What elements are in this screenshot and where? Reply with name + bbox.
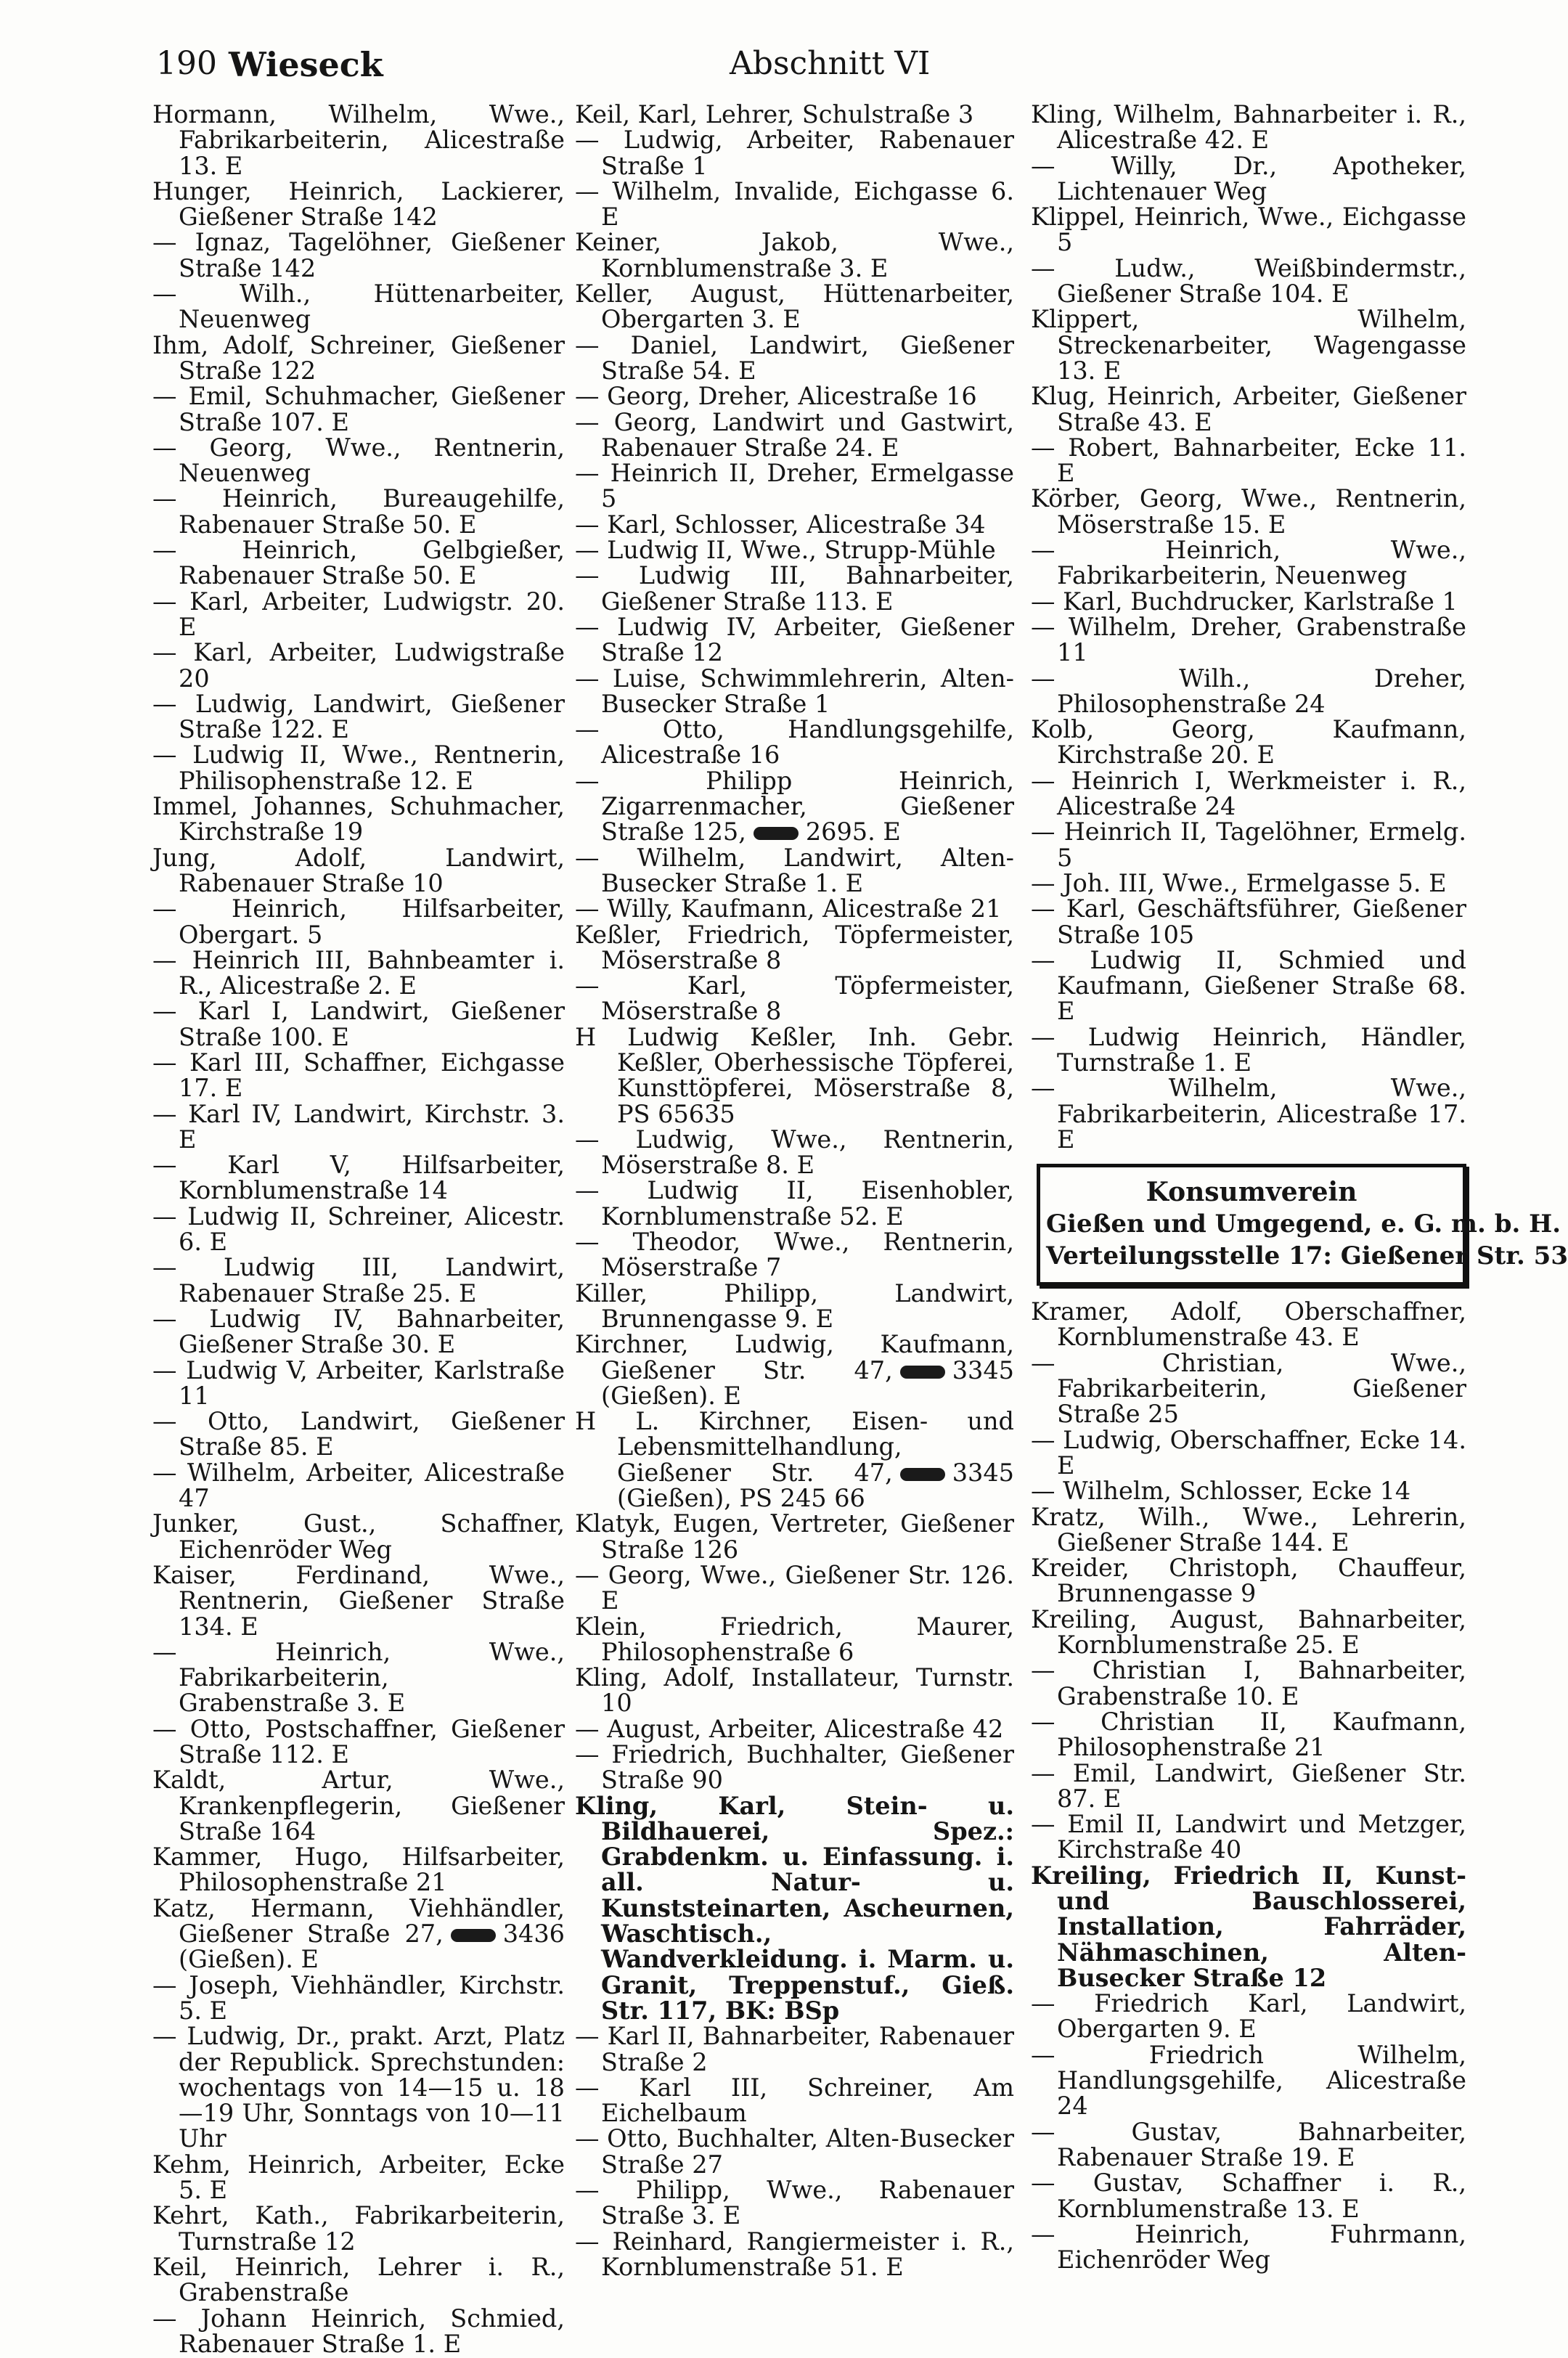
directory-entry <box>1031 253 1466 309</box>
directory-entry <box>152 1639 565 1716</box>
directory-entry <box>1031 717 1466 768</box>
directory-entry <box>575 717 1014 768</box>
entry-text: — Heinrich II, Dreher, Ermelgasse 5 <box>575 459 1014 513</box>
entry-text: — Ludwig V, Arbeiter, Karlstraße 11 <box>152 1355 565 1410</box>
entry-text: — Karl II, Bahnarbeiter, Rabenauer Straße 2 <box>575 2022 1014 2076</box>
entry-text: — Ludwig II, Schreiner, Alicestr. 6. E <box>152 1202 565 1257</box>
directory-entry <box>152 1306 565 1358</box>
entry-text: — Ludwig IV, Bahnarbeiter, Gießener Straße 30. E <box>152 1304 565 1359</box>
directory-entry <box>575 460 1014 512</box>
entry-text: — Heinrich, Bureaugehilfe, Rabenauer Straße 50. E <box>152 484 565 539</box>
directory-entry <box>152 435 565 486</box>
entry-text: — Otto, Postschaffner, Gießener Straße 112. E <box>152 1714 565 1768</box>
entry-text: — Ignaz, Tagelöhner, Gießener Straße 142 <box>152 228 565 282</box>
entry-text: — Georg, Landwirt und Gastwirt, Rabenauer Straße 24. E <box>575 407 1014 462</box>
entry-text: Keiner, Jakob, Wwe., Kornblumenstraße 3. E <box>575 228 1014 282</box>
directory-entry <box>1031 2042 1466 2119</box>
entry-text: — Ludw., Weißbindermstr., Gießener Straße 104. E <box>1031 253 1466 309</box>
entry-text: Killer, Philipp, Landwirt, Brunnengasse 9. E <box>575 1278 1014 1333</box>
entry-text: — Wilhelm, Dreher, Grabenstraße 11 <box>1031 612 1466 667</box>
entry-text: Immel, Johannes, Schuhmacher, Kirchstraße 19 <box>152 792 565 846</box>
directory-entry <box>575 2075 1014 2126</box>
directory-entry <box>152 1893 565 1974</box>
entry-text: — August, Arbeiter, Alicestraße 42 <box>575 1714 1004 1743</box>
entry-text: — Philipp, Wwe., Rabenauer Straße 3. E <box>575 2176 1014 2230</box>
entry-text: Klatyk, Eugen, Vertreter, Gießener Straße 126 <box>575 1509 1014 1564</box>
entry-text: Kling, Adolf, Installateur, Turnstr. 10 <box>575 1663 1014 1718</box>
entry-text: — Karl IV, Landwirt, Kirchstr. 3. E <box>152 1099 565 1154</box>
directory-entry <box>152 1460 565 1512</box>
entry-text: Kammer, Hugo, Hilfsarbeiter, Philosophenstraße 21 <box>152 1843 565 1897</box>
directory-entry <box>1031 1427 1466 1479</box>
directory-entry <box>1031 1555 1466 1607</box>
entry-text: — Heinrich, Hilfsarbeiter, Obergart. 5 <box>152 894 565 949</box>
directory-entry <box>152 383 565 435</box>
entry-text: — Heinrich II, Tagelöhner, Ermelg. 5 <box>1031 817 1466 872</box>
entry-text: — Karl III, Schreiner, Am Eichelbaum <box>575 2073 1014 2128</box>
directory-entry <box>152 998 565 1050</box>
advertisement-box <box>1037 1164 1568 1286</box>
directory-entry <box>575 1178 1014 1229</box>
directory-entry <box>152 486 565 537</box>
directory-entry <box>575 176 1014 232</box>
directory-entry <box>1031 589 1466 614</box>
business-listing <box>575 1793 1014 2024</box>
entry-text: — Ludwig III, Bahnarbeiter, Gießener Straße 113. E <box>575 561 1014 616</box>
directory-entry <box>152 1204 565 1255</box>
entry-text: Kreider, Christoph, Chauffeur, Brunnengasse 9 <box>1031 1554 1466 1608</box>
telephone-receiver-icon <box>754 827 799 840</box>
phone-number: 3345 (Gießen). E <box>601 1355 1014 1410</box>
directory-entry <box>575 666 1014 717</box>
entry-text: — Ludwig II, Wwe., Strupp-Mühle <box>575 536 996 565</box>
entry-text: — Wilhelm, Landwirt, Alten-Busecker Straße 1. E <box>575 843 1014 897</box>
entry-text: Katz, Hermann, Viehhändler, Gießener Straße 27, <box>152 1893 565 1949</box>
entry-text: Junker, Gust., Schaffner, Eichenröder Weg <box>152 1509 565 1564</box>
entry-text: — Wilhelm, Schlosser, Ecke 14 <box>1031 1477 1411 1506</box>
entry-text: — Philipp Heinrich, Zigarrenmacher, Gießener Straße 125, <box>575 766 1014 846</box>
entry-text: — Gustav, Bahnarbeiter, Rabenauer Straße 19. E <box>1031 2117 1466 2171</box>
entry-text: — Karl, Arbeiter, Ludwigstr. 20. E <box>152 587 565 641</box>
directory-entry <box>1031 2219 1466 2275</box>
entry-text: — Karl, Schlosser, Alicestraße 34 <box>575 510 986 539</box>
directory-entry <box>1031 614 1466 666</box>
directory-entry <box>152 1152 565 1204</box>
telephone-receiver-icon <box>900 1366 945 1379</box>
entry-text: — Ludwig, Arbeiter, Rabenauer Straße 1 <box>575 126 1014 180</box>
entry-text: Keller, August, Hüttenarbeiter, Obergarten 3. E <box>575 280 1014 334</box>
entry-text: Ihm, Adolf, Schreiner, Gießener Straße 122 <box>152 330 565 385</box>
page-number: 190 <box>156 45 217 82</box>
entry-text: Kramer, Adolf, Oberschaffner, Kornblumenstraße 43. E <box>1031 1297 1466 1352</box>
entry-text: — Heinrich, Fuhrmann, Eichenröder Weg <box>1031 2219 1466 2275</box>
directory-entry <box>575 2023 1014 2075</box>
business-listing <box>1031 1863 1466 1991</box>
entry-text: Kreiling, August, Bahnarbeiter, Kornblumenstraße 25. E <box>1031 1604 1466 1660</box>
entry-text: — Wilhelm, Arbeiter, Alicestraße 47 <box>152 1458 565 1513</box>
directory-entry <box>1031 1075 1466 1152</box>
entry-text: — Ludwig II, Schmied und Kaufmann, Gießener Straße 68. E <box>1031 945 1466 1026</box>
entry-text: — Karl V, Hilfsarbeiter, Kornblumenstraße 14 <box>152 1151 565 1205</box>
directory-entry <box>1031 1504 1466 1556</box>
directory-entry <box>1031 1604 1466 1660</box>
entry-text: — Wilh., Dreher, Philosophenstraße 24 <box>1031 664 1466 718</box>
phone-number: 3436 (Gießen). E <box>179 1920 565 1974</box>
entry-text: Kaldt, Artur, Wwe., Krankenpflegerin, Gießener Straße 164 <box>152 1766 565 1845</box>
phone-number: 2695. E <box>805 817 901 846</box>
directory-entry <box>152 1767 565 1844</box>
ad-line: Verteilungsstelle 17: Gießener Str. 53 <box>1046 1241 1568 1271</box>
entry-text: — Friedrich Karl, Landwirt, Obergarten 9. E <box>1031 1989 1466 2044</box>
directory-entry <box>1031 1709 1466 1761</box>
entry-text: Hunger, Heinrich, Lackierer, Gießener Straße 142 <box>152 176 565 232</box>
directory-entry <box>575 1229 1014 1281</box>
entry-text: — Robert, Bahnarbeiter, Ecke 11. E <box>1031 433 1466 488</box>
directory-entry <box>575 2229 1014 2280</box>
entry-text: — Christian II, Kaufmann, Philosophenstraße 21 <box>1031 1707 1466 1762</box>
entry-text: — Emil, Landwirt, Gießener Str. 87. E <box>1031 1758 1466 1813</box>
entry-text: — Heinrich I, Werkmeister i. R., Alicestraße 24 <box>1031 766 1466 821</box>
directory-entry <box>152 1716 565 1768</box>
entry-text: — Friedrich Wilhelm, Handlungsgehilfe, Alicestraße 24 <box>1031 2040 1466 2121</box>
directory-entry <box>1031 1657 1466 1709</box>
directory-entry <box>1031 819 1466 870</box>
entry-text: Klippel, Heinrich, Wwe., Eichgasse 5 <box>1031 203 1466 257</box>
entry-text: — Johann Heinrich, Schmied, Rabenauer Straße 1. E <box>152 2304 565 2358</box>
entry-text: Kehm, Heinrich, Arbeiter, Ecke 5. E <box>152 2150 565 2205</box>
directory-entry <box>1031 204 1466 256</box>
entry-text: — Georg, Wwe., Rentnerin, Neuenweg <box>152 433 565 488</box>
directory-entry <box>575 229 1014 281</box>
directory-entry <box>1031 1758 1466 1813</box>
section-heading: Abschnitt VI <box>730 45 931 82</box>
directory-entry <box>1031 2170 1466 2222</box>
entry-text: — Ludwig, Wwe., Rentnerin, Möserstraße 8. E <box>575 1125 1014 1180</box>
directory-entry <box>152 896 565 947</box>
entry-text: Keil, Heinrich, Lehrer i. R., Grabenstraße <box>152 2252 565 2307</box>
directory-entry <box>152 1562 565 1639</box>
entry-text: — Wilh., Hüttenarbeiter, Neuenweg <box>152 280 565 334</box>
directory-entry <box>575 845 1014 897</box>
directory-entry <box>575 102 1014 127</box>
entry-text: — Christian, Wwe., Fabrikarbeiterin, Gießener Straße 25 <box>1031 1348 1466 1429</box>
locality-heading: Wieseck <box>229 45 383 84</box>
directory-entry <box>152 691 565 743</box>
entry-text: Kling, Wilhelm, Bahnarbeiter i. R., Alicestraße 42. E <box>1031 100 1466 155</box>
entry-text: — Willy, Dr., Apotheker, Lichtenauer Weg <box>1031 151 1466 205</box>
entry-text: Körber, Georg, Wwe., Rentnerin, Möserstraße 15. E <box>1031 484 1466 539</box>
entry-text: — Ludwig III, Landwirt, Rabenauer Straße 25. E <box>152 1253 565 1307</box>
directory-entry <box>575 973 1014 1024</box>
directory-entry <box>152 330 565 385</box>
entry-text: Kaiser, Ferdinand, Wwe., Rentnerin, Gießener Straße 134. E <box>152 1560 565 1641</box>
directory-entry <box>575 409 1014 461</box>
entry-text: — Joseph, Viehhändler, Kirchstr. 5. E <box>152 1970 565 2025</box>
directory-entry <box>1031 486 1466 537</box>
directory-entry <box>575 1716 1014 1742</box>
directory-entry <box>152 589 565 640</box>
directory-entry <box>152 1408 565 1460</box>
directory-entry <box>152 1101 565 1153</box>
entry-text: — Heinrich, Gelbgießer, Rabenauer Straße 50. E <box>152 536 565 590</box>
directory-entry <box>1031 896 1466 947</box>
directory-entry <box>575 1614 1014 1665</box>
directory-entry <box>1031 537 1466 589</box>
entry-text: — Otto, Buchhalter, Alten-Busecker Straße 27 <box>575 2124 1014 2179</box>
entry-text: H L. Kirchner, Eisen- und Lebensmittelhandlung, Gießener Str. 47, <box>575 1407 1014 1487</box>
directory-entry <box>152 2152 565 2203</box>
entry-text: — Daniel, Landwirt, Gießener Straße 54. E <box>575 330 1014 385</box>
directory-entry <box>575 614 1014 666</box>
directory-entry <box>1031 435 1466 486</box>
directory-entry <box>152 2306 565 2357</box>
directory-entry <box>1031 1350 1466 1427</box>
telephone-receiver-icon <box>451 1929 496 1942</box>
directory-entry <box>575 281 1014 333</box>
directory-entry <box>1031 383 1466 435</box>
directory-entry <box>1031 666 1466 717</box>
entry-text: — Friedrich, Buchhalter, Gießener Straße 90 <box>575 1740 1014 1795</box>
entry-text: — Georg, Wwe., Gießener Str. 126. E <box>575 1560 1014 1615</box>
directory-entry <box>575 1665 1014 1716</box>
entry-text: — Karl I, Landwirt, Gießener Straße 100. E <box>152 997 565 1051</box>
ad-title: Konsumverein <box>1146 1177 1357 1208</box>
entry-text: — Joh. III, Wwe., Ermelgasse 5. E <box>1031 868 1447 897</box>
directory-entry <box>152 1511 565 1562</box>
directory-entry <box>152 640 565 691</box>
directory-entry <box>152 1255 565 1306</box>
directory-entry <box>1031 102 1466 153</box>
directory-entry <box>575 1511 1014 1562</box>
entry-text: Jung, Adolf, Landwirt, Rabenauer Straße 10 <box>152 843 565 897</box>
page-header <box>156 45 1448 96</box>
entry-text: — Heinrich III, Bahnbeamter i. R., Alicestraße 2. E <box>152 945 565 1000</box>
entry-text: — Georg, Dreher, Alicestraße 16 <box>575 382 977 411</box>
directory-entry <box>152 176 565 232</box>
directory-column-2 <box>575 100 1014 2281</box>
directory-entry <box>575 1408 1014 1511</box>
entry-text: — Otto, Handlungsgehilfe, Alicestraße 16 <box>575 715 1014 770</box>
directory-entry <box>152 537 565 589</box>
entry-text: — Ludwig, Oberschaffner, Ecke 14. E <box>1031 1425 1466 1480</box>
entry-text: — Willy, Kaufmann, Alicestraße 21 <box>575 894 1002 923</box>
telephone-receiver-icon <box>900 1468 945 1481</box>
directory-entry <box>575 1024 1014 1127</box>
entry-text: Kolb, Georg, Kaufmann, Kirchstraße 20. E <box>1031 715 1466 770</box>
entry-text: — Christian I, Bahnarbeiter, Grabenstraße 10. E <box>1031 1656 1466 1710</box>
entry-text: — Otto, Landwirt, Gießener Straße 85. E <box>152 1407 565 1461</box>
entry-text: Kreiling, Friedrich II, Kunst- und Bauschlosserei, Installation, Fahrräder, Nähmaschinen, Alten-Busecker Straße 12 <box>1031 1861 1466 1992</box>
directory-entry <box>575 1562 1014 1614</box>
directory-entry <box>1031 2119 1466 2171</box>
directory-entry <box>152 229 565 281</box>
directory-column-3 <box>1031 100 1568 2275</box>
directory-entry <box>575 922 1014 974</box>
directory-entry <box>152 1050 565 1101</box>
directory-entry <box>152 794 565 845</box>
entry-text: Kling, Karl, Stein- u. Bildhauerei, Spez.: Grabdenkm. u. Einfassung. i. all. Natur- u. Kunststeinarten, Aschеurnen, Waschtisch., Wandverkleidung. i. Marm. u. Granit, Treppenstuf., Gieß. Str. 117, BK: BSp <box>575 1791 1014 2025</box>
entry-text: Kirchner, Ludwig, Kaufmann, Gießener Str. 47, <box>575 1330 1014 1384</box>
directory-entry <box>575 1331 1014 1408</box>
entry-text: — Karl, Geschäftsführer, Gießener Straße 105 <box>1031 894 1466 949</box>
directory-entry <box>1031 153 1466 205</box>
directory-entry <box>152 947 565 999</box>
directory-entry <box>1031 768 1466 820</box>
entry-text: — Emil, Schuhmacher, Gießener Straße 107. E <box>152 382 565 436</box>
directory-entry <box>575 563 1014 614</box>
entry-text: — Karl, Töpfermeister, Möserstraße 8 <box>575 971 1014 1026</box>
entry-text: Keßler, Friedrich, Töpfermeister, Möserstraße 8 <box>575 920 1014 974</box>
directory-entry <box>152 845 565 897</box>
entry-text: — Karl III, Schaffner, Eichgasse 17. E <box>152 1048 565 1103</box>
directory-entry <box>152 1844 565 1896</box>
entry-text: Kratz, Wilh., Wwe., Lehrerin, Gießener Straße 144. E <box>1031 1502 1466 1557</box>
directory-entry <box>1031 306 1466 383</box>
directory-entry <box>1031 1024 1466 1076</box>
entry-text: Klug, Heinrich, Arbeiter, Gießener Straße 43. E <box>1031 382 1466 436</box>
directory-entry <box>575 127 1014 179</box>
directory-entry <box>575 768 1014 845</box>
directory-entry <box>152 102 565 179</box>
directory-entry <box>575 537 1014 563</box>
directory-column-1 <box>152 100 565 2358</box>
directory-entry <box>575 2126 1014 2177</box>
directory-entry <box>575 896 1014 921</box>
directory-entry <box>1031 1299 1466 1350</box>
entry-text: — Ludwig, Landwirt, Gießener Straße 122. E <box>152 689 565 744</box>
directory-entry <box>575 1127 1014 1178</box>
entry-text: Keil, Karl, Lehrer, Schulstraße 3 <box>575 100 974 128</box>
entry-text: — Luise, Schwimmlehrerin, Alten-Busecker Straße 1 <box>575 664 1014 718</box>
entry-text: — Ludwig II, Eisenhobler, Kornblumenstraße 52. E <box>575 1176 1014 1231</box>
entry-text: — Ludwig IV, Arbeiter, Gießener Straße 12 <box>575 612 1014 667</box>
directory-entry <box>152 2203 565 2254</box>
entry-text: — Ludwig Heinrich, Händler, Turnstraße 1. E <box>1031 1022 1466 1077</box>
directory-entry <box>575 1278 1014 1333</box>
entry-text: Klippert, Wilhelm, Streckenarbeiter, Wagengasse 13. E <box>1031 305 1466 385</box>
entry-text: — Gustav, Schaffner i. R., Kornblumenstraße 13. E <box>1031 2169 1466 2223</box>
entry-text: — Heinrich, Wwe., Fabrikarbeiterin, Grabenstraße 3. E <box>152 1637 565 1718</box>
entry-text: Kehrt, Kath., Fabrikarbeiterin, Turnstraße 12 <box>152 2201 565 2256</box>
entry-text: — Wilhelm, Invalide, Eichgasse 6. E <box>575 176 1014 232</box>
directory-entry <box>152 742 565 794</box>
directory-entry <box>1031 870 1466 896</box>
entry-text: — Reinhard, Rangiermeister i. R., Kornblumenstraße 51. E <box>575 2227 1014 2281</box>
entry-text: — Karl, Buchdrucker, Karlstraße 1 <box>1031 587 1458 616</box>
directory-entry <box>152 1355 565 1410</box>
directory-entry <box>575 383 1014 409</box>
entry-text: Hormann, Wilhelm, Wwe., Fabrikarbeiterin, Alicestraße 13. E <box>152 100 565 180</box>
directory-entry <box>575 512 1014 537</box>
entry-text: Klein, Friedrich, Maurer, Philosophenstraße 6 <box>575 1612 1014 1666</box>
entry-text: — Ludwig II, Wwe., Rentnerin, Philisophenstraße 12. E <box>152 741 565 795</box>
directory-entry <box>152 2254 565 2306</box>
entry-text: — Wilhelm, Wwe., Fabrikarbeiterin, Alicestraße 17. E <box>1031 1074 1466 1154</box>
directory-entry <box>152 2023 565 2151</box>
entry-text: H Ludwig Keßler, Inh. Gebr. Keßler, Oberhessische Töpferei, Kunsttöpferei, Möserstraße 8, PS 65635 <box>575 1022 1014 1128</box>
directory-entry <box>575 330 1014 385</box>
directory-entry <box>575 1742 1014 1793</box>
directory-entry <box>152 281 565 333</box>
entry-text: — Emil II, Landwirt und Metzger, Kirchstraße 40 <box>1031 1810 1466 1864</box>
ad-line: Gießen und Umgegend, e. G. m. b. H. <box>1046 1209 1561 1239</box>
entry-text: — Theodor, Wwe., Rentnerin, Möserstraße 7 <box>575 1228 1014 1282</box>
entry-text: — Ludwig, Dr., prakt. Arzt, Platz der Republick. Sprechstunden: wochentags von 14—15 u. 18—19 Uhr, Sonntags von 10—11 Uhr <box>152 2022 565 2153</box>
entry-text: — Heinrich, Wwe., Fabrikarbeiterin, Neuenweg <box>1031 536 1466 590</box>
entry-text: — Karl, Arbeiter, Ludwigstraße 20 <box>152 638 565 693</box>
directory-entry <box>575 2177 1014 2229</box>
directory-entry <box>152 1970 565 2025</box>
directory-entry <box>1031 947 1466 1024</box>
directory-entry <box>1031 1478 1466 1504</box>
directory-entry <box>1031 1991 1466 2042</box>
directory-entry <box>1031 1811 1466 1863</box>
phone-number: 3345 (Gießen), PS 245 66 <box>617 1458 1014 1513</box>
